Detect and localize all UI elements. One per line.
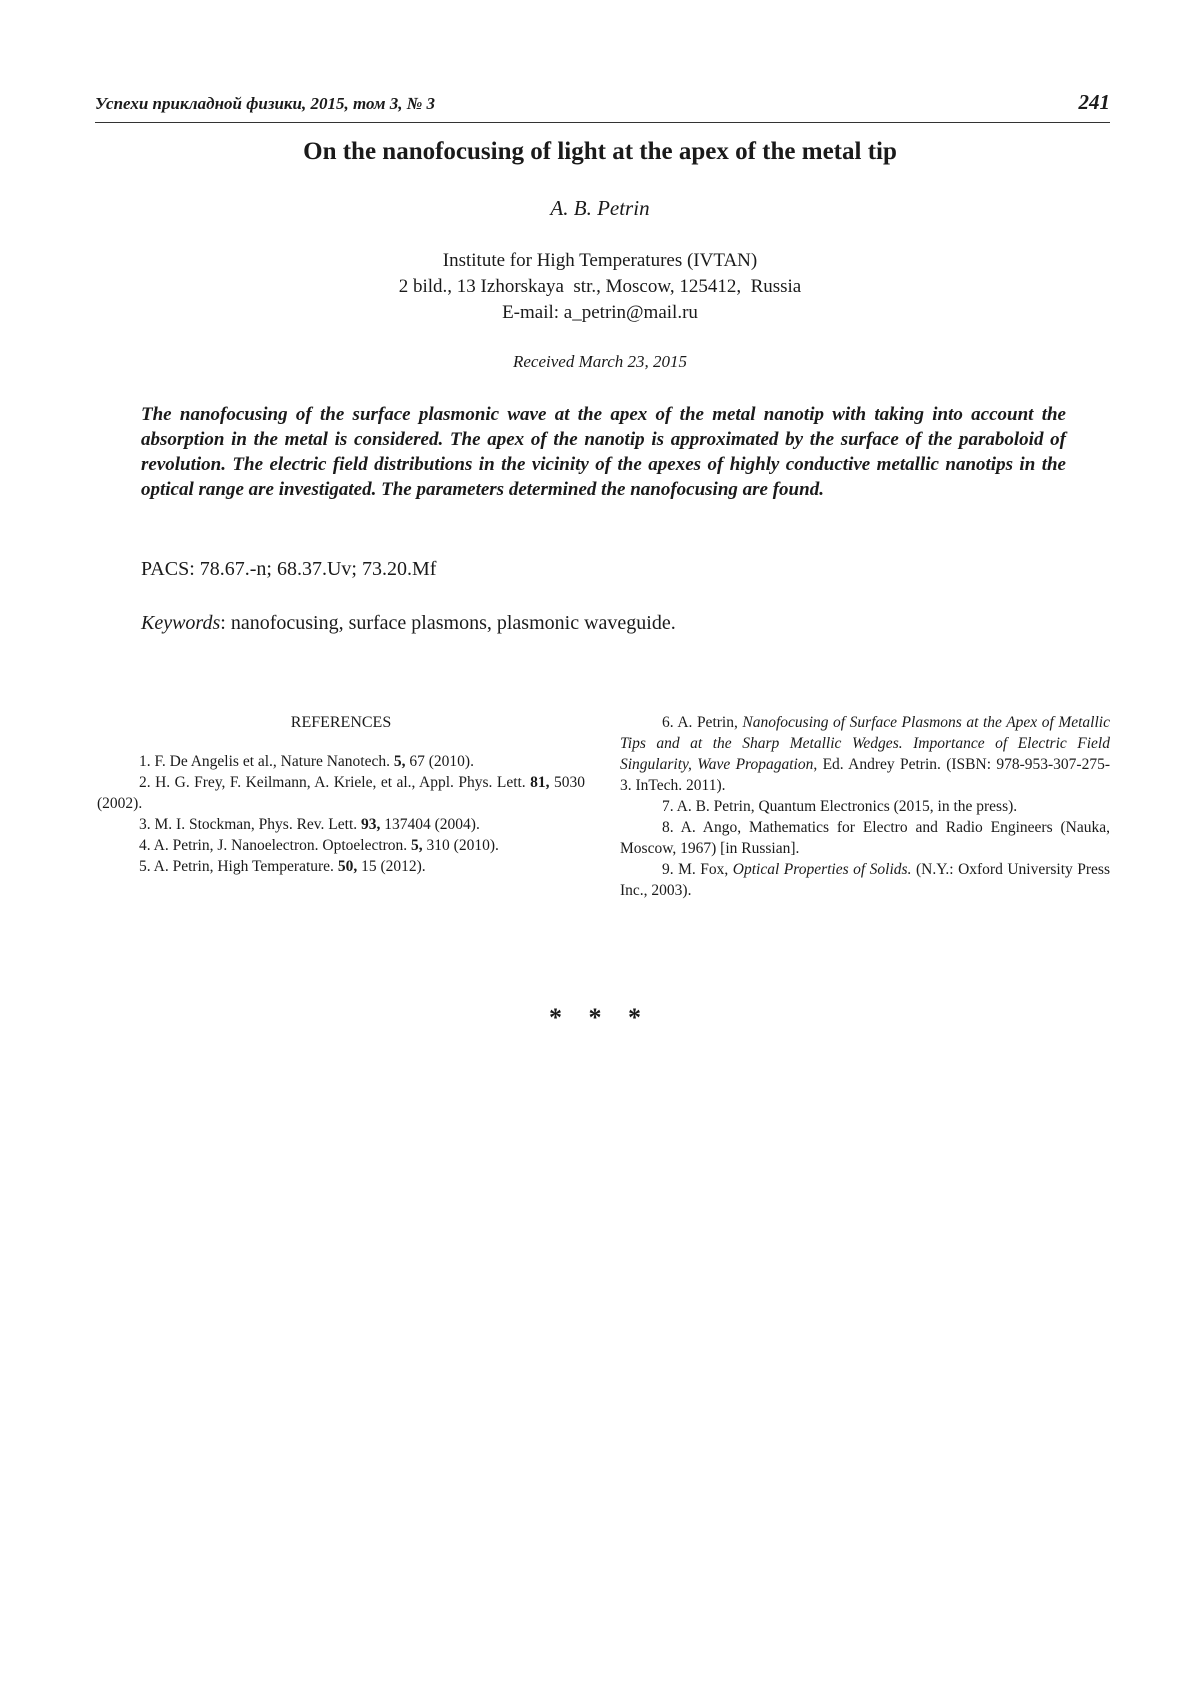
running-header <box>95 88 1110 123</box>
reference-7: 7. A. B. Petrin, Quantum Electronics (2015, in the press). <box>662 798 1018 815</box>
affiliation-address: 2 bild., 13 Izhorskaya str., Moscow, 125412, Russia <box>398 276 802 297</box>
reference-4: 4. A. Petrin, J. Nanoelectron. Optoelectron. 5, 310 (2010). <box>139 837 499 854</box>
author-name: A. B. Petrin <box>550 196 650 220</box>
reference-6: 6. A. Petrin, Nanofocusing of Surface Plasmons at the Apex of Metallic Tips and at the Sharp Metallic Wedges. Importance of Electric Field Singularity, Wave Propagation, Ed. Andrey Petrin. (ISBN: 978-953-307-275-3. InTech. 2011). <box>620 714 1110 794</box>
received-date: Received March 23, 2015 <box>512 352 688 371</box>
section-separator: * * * <box>549 1003 651 1032</box>
reference-2: 2. H. G. Frey, F. Keilmann, A. Kriele, et al., Appl. Phys. Lett. 81, 5030 (2002). <box>97 774 585 812</box>
abstract: The nanofocusing of the surface plasmonic wave at the apex of the metal nanotip with taking into account the absorption in the metal is considered. The apex of the nanotip is approximated by the surface of the paraboloid of revolution. The electric field distributions in the vicinity of the apexes of highly conductive metallic nanotips in the optical range are investigated. The parameters determined the nanofocusing are found. <box>141 404 1066 500</box>
reference-1: 1. F. De Angelis et al., Nature Nanotech. 5, 67 (2010). <box>139 753 474 770</box>
references-column-left <box>97 712 585 877</box>
reference-8: 8. A. Ango, Mathematics for Electro and Radio Engineers (Nauka, Moscow, 1967) [in Russian]. <box>620 819 1110 857</box>
reference-3: 3. M. I. Stockman, Phys. Rev. Lett. 93, 137404 (2004). <box>139 816 480 833</box>
reference-5: 5. A. Petrin, High Temperature. 50, 15 (2012). <box>139 858 426 875</box>
affiliation-email: E-mail: a_petrin@mail.ru <box>502 302 698 323</box>
references-heading: REFERENCES <box>290 714 392 731</box>
references-column-right <box>620 712 1110 901</box>
keywords-text: : nanofocusing, surface plasmons, plasmonic waveguide. <box>220 612 676 634</box>
keywords <box>141 612 676 635</box>
article-title: On the nanofocusing of light at the apex of the metal tip <box>303 138 897 165</box>
pacs-codes: PACS: 78.67.-n; 68.37.Uv; 73.20.Mf <box>141 558 437 580</box>
affiliation-institute: Institute for High Temperatures (IVTAN) <box>442 250 758 271</box>
page-number: 241 <box>1078 90 1110 114</box>
keywords-label: Keywords <box>141 612 221 634</box>
affiliation-block <box>0 248 1200 326</box>
reference-9: 9. M. Fox, Optical Properties of Solids. (N.Y.: Oxford University Press Inc., 2003). <box>620 861 1110 899</box>
journal-citation: Успехи прикладной физики, 2015, том 3, № 3 <box>95 94 436 113</box>
